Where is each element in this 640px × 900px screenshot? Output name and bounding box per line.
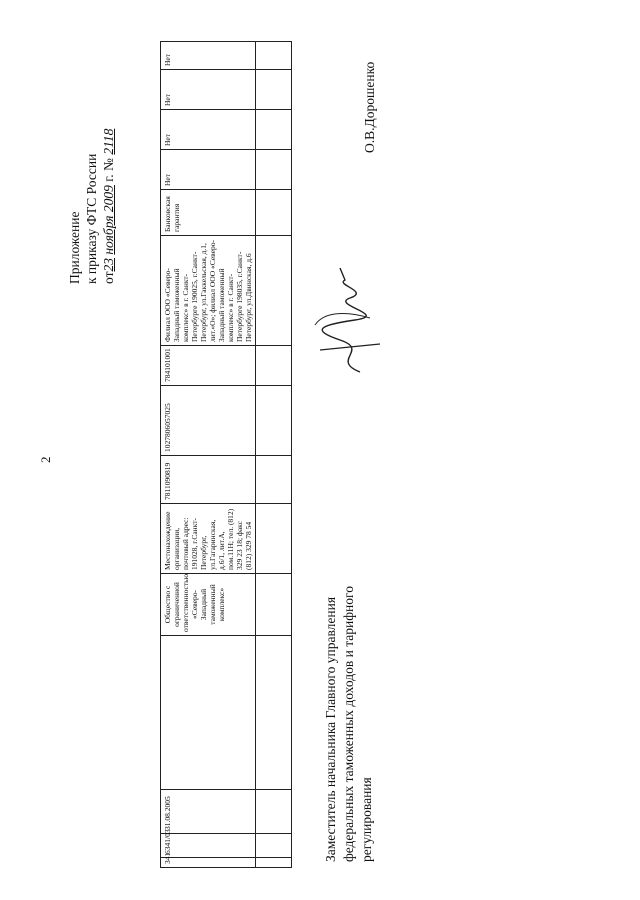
handwritten-signature-icon bbox=[300, 260, 390, 380]
page-number: 2 bbox=[38, 456, 53, 463]
signer-name: О.В.Дорошенко bbox=[362, 61, 377, 153]
cell-name: Общество с ограниченной ответственностью «Северо-Западный таможенный комплекс» bbox=[161, 574, 256, 636]
signer-title: Заместитель начальника Главного управления федеральных таможенных доходов и тарифного регулирования bbox=[323, 586, 374, 862]
cell-reg-code: 6341/03 bbox=[161, 834, 256, 858]
cell-kpp: 784101001 bbox=[161, 346, 256, 386]
appendix-order-ref: к приказу ФТС России bbox=[84, 153, 99, 284]
cell-number: 341 bbox=[161, 858, 256, 868]
cell-flag-b: Нет bbox=[161, 110, 256, 150]
cell-empty bbox=[161, 636, 256, 790]
cell-flag-c: Нет bbox=[161, 70, 256, 110]
date-prefix: от bbox=[101, 271, 116, 284]
cell-flag-a: Нет bbox=[161, 150, 256, 190]
registry-table bbox=[160, 41, 292, 868]
cell-guarantee: Банковская гарантия bbox=[161, 190, 256, 236]
table-row-blank bbox=[256, 42, 292, 868]
date-day: 23 bbox=[101, 258, 116, 272]
cell-branches: Филиал ООО «Северо-Западный таможенный комплекс» в г. Санкт-Петербурге 190025, г.Санкт-Петербург, ул.Гаккельская, д.1, лит.«О»; филиал ООО «Северо-Западный таможенный комплекс» в г. Санкт-Петербурге 198035, г.Санкт-Петербург, ул.Двинская, д.6 bbox=[161, 236, 256, 346]
number-prefix: № bbox=[101, 158, 116, 171]
appendix-header bbox=[66, 4, 117, 284]
cell-date: 31.08.2005 bbox=[161, 790, 256, 834]
date-month-year: ноября 2009 bbox=[101, 185, 116, 255]
date-suffix: г. bbox=[101, 174, 116, 182]
order-number: 2118 bbox=[101, 128, 116, 155]
appendix-title: Приложение bbox=[67, 211, 82, 284]
cell-inn: 7811090819 bbox=[161, 456, 256, 504]
table-row bbox=[161, 42, 256, 868]
cell-flag-d: Нет bbox=[161, 42, 256, 70]
cell-ogrn: 1027806057025 bbox=[161, 386, 256, 456]
appendix-date-line bbox=[100, 4, 117, 284]
cell-address: Местонахождение организации, почтовый адрес: 191028, г.Санкт-Петербург, ул.Гагаринская, д.6/1, лит.А, пом.11Н; тел. (812) 329 23 18; факс (812) 329 78 54 bbox=[161, 504, 256, 574]
